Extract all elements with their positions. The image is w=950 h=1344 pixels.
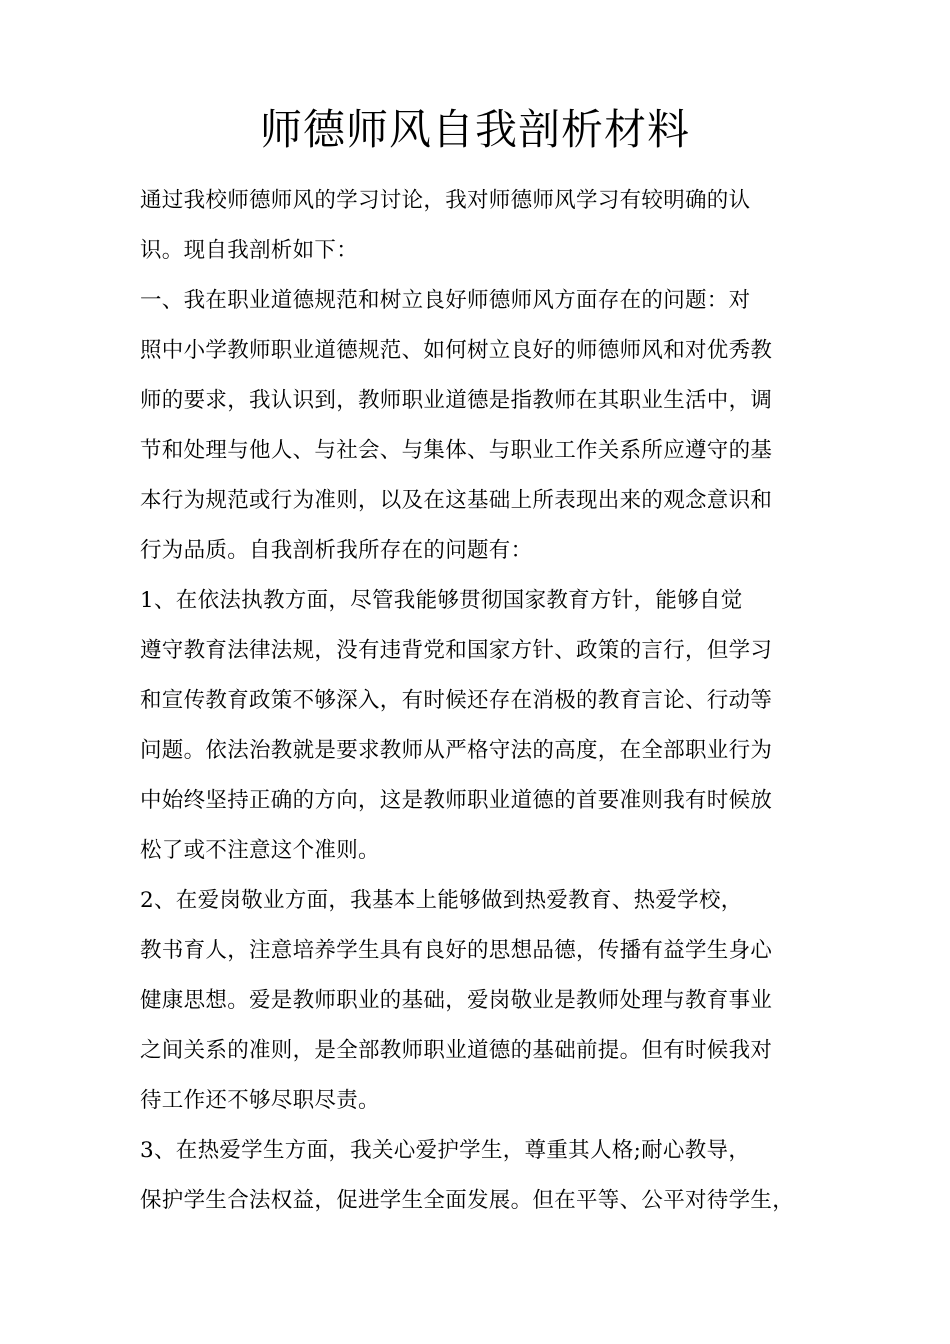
text-line: 保护学生合法权益，促进学生全面发展。但在平等、公平对待学生， [140, 1188, 795, 1213]
text-line: 健康思想。爱是教师职业的基础，爱岗敬业是教师处理与教育事业 [140, 988, 773, 1013]
text-line: 1、在依法执教方面，尽管我能够贯彻国家教育方针，能够自觉 [140, 588, 743, 613]
text-line: 识。现自我剖析如下： [140, 238, 359, 263]
document-title: 师德师风自我剖析材料 [259, 105, 690, 154]
text-line: 2、在爱岗敬业方面，我基本上能够做到热爱教育、热爱学校， [140, 888, 743, 913]
text-line: 之间关系的准则，是全部教师职业道德的基础前提。但有时候我对 [140, 1038, 773, 1063]
text-line: 通过我校师德师风的学习讨论，我对师德师风学习有较明确的认 [140, 188, 751, 213]
text-line: 一、我在职业道德规范和树立良好师德师风方面存在的问题：对 [140, 288, 751, 313]
text-line: 和宣传教育政策不够深入，有时候还存在消极的教育言论、行动等 [140, 688, 773, 713]
text-line: 待工作还不够尽职尽责。 [140, 1088, 380, 1113]
text-line: 问题。依法治教就是要求教师从严格守法的高度，在全部职业行为 [140, 738, 773, 763]
text-line: 3、在热爱学生方面，我关心爱护学生，尊重其人格;耐心教导， [140, 1138, 751, 1163]
text-line: 松了或不注意这个准则。 [140, 838, 380, 863]
text-line: 照中小学教师职业道德规范、如何树立良好的师德师风和对优秀教 [140, 338, 773, 363]
text-line: 教书育人，注意培养学生具有良好的思想品德，传播有益学生身心 [140, 938, 773, 963]
text-line: 本行为规范或行为准则，以及在这基础上所表现出来的观念意识和 [140, 488, 773, 513]
text-line: 节和处理与他人、与社会、与集体、与职业工作关系所应遵守的基 [140, 438, 773, 463]
text-line: 行为品质。自我剖析我所存在的问题有： [140, 538, 533, 563]
text-line: 遵守教育法律法规，没有违背党和国家方针、政策的言行，但学习 [140, 638, 773, 663]
text-line: 师的要求，我认识到，教师职业道德是指教师在其职业生活中，调 [140, 388, 773, 413]
text-line: 中始终坚持正确的方向，这是教师职业道德的首要准则我有时候放 [140, 788, 773, 813]
